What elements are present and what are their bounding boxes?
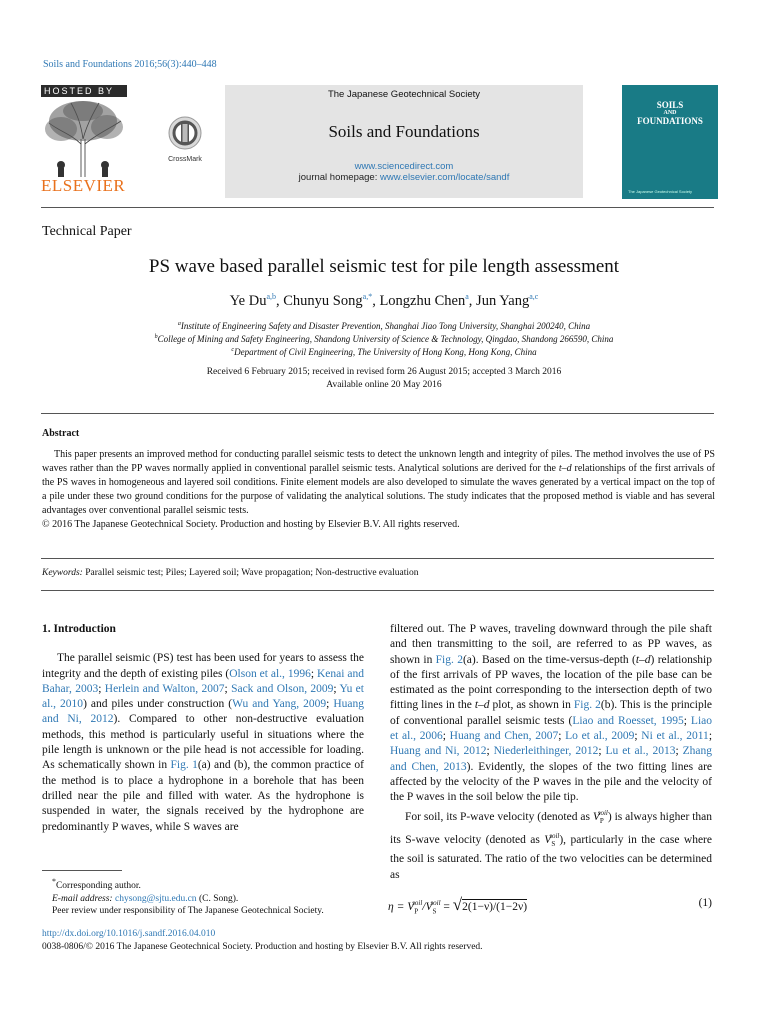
- author-affiliation-marker[interactable]: a: [465, 292, 469, 301]
- journal-banner: [225, 85, 583, 198]
- citation-link[interactable]: Lo et al., 2009: [565, 730, 635, 743]
- citation-link[interactable]: Sack and Olson, 2009: [231, 682, 334, 695]
- received-dates: Received 6 February 2015; received in revised form 26 August 2015; accepted 3 March 2016: [206, 367, 562, 377]
- intro-paragraph-2: For soil, its P-wave velocity (denoted as $V_P^{soil}$) is always higher than its S-wave velocity (denoted as $V_S^{soil}$), particularly in the case where the soil is saturated. The ratio of the two velocities can be determined as: [390, 808, 712, 881]
- cover-title: [622, 101, 718, 126]
- citation-link[interactable]: Niederleithinger, 2012: [493, 745, 599, 758]
- homepage-label: journal homepage:: [298, 172, 378, 183]
- elsevier-wordmark: ELSEVIER: [41, 176, 126, 195]
- keywords-list: Parallel seismic test; Piles; Layered soil; Wave propagation; Non-destructive evaluation: [85, 568, 419, 578]
- rights-statement: 0038-0806/© 2016 The Japanese Geotechnical Society. Production and hosting by Elsevier B.V. All rights reserved.: [42, 942, 483, 952]
- journal-citation[interactable]: Soils and Foundations 2016;56(3):440–448: [43, 59, 217, 70]
- page-footer: [42, 928, 483, 954]
- equation-number: (1): [698, 897, 712, 909]
- affiliation-b: $^b$College of Mining and Safety Engineering, Shandong University of Science & Technology, Qingdao, Shandong 266590, China: [154, 334, 614, 344]
- header-divider: [41, 207, 714, 208]
- citation-link[interactable]: Huang and Ni, 2012: [390, 745, 487, 758]
- citation-link[interactable]: Fig. 2: [573, 699, 601, 712]
- author-affiliation-marker[interactable]: a,*: [362, 292, 373, 301]
- hosted-by-label: HOSTED BY: [41, 85, 127, 97]
- abstract-body: [42, 448, 715, 532]
- keywords: [42, 568, 419, 578]
- intro-paragraph-1-continued: filtered out. The P waves, traveling downward through the pile shaft and then transmitting to the soil, are referred to as PP waves, as shown in Fig. 2(a). Based on the time-versus-depth (t–d) relationship of the first arrivals of PP waves, the location of the pile base can be estimated as the point corresponding to the intersection depth of two fitting lines in the t–d plot, as shown in Fig. 2(b). This is the principle of conventional parallel seismic tests (Liao and Roesset, 1995; Liao et al., 2006; Huang and Chen, 2007; Lo et al., 2009; Ni et al., 2011; Huang and Ni, 2012; Niederleithinger, 2012; Lu et al., 2013; Zhang and Chen, 2013). Evidently, the slopes of the two fitting lines are affected by the velocity of the P waves in the pile and the velocity of the P waves in the soil below the pile tip.: [390, 623, 713, 804]
- intro-paragraph-1: The parallel seismic (PS) test has been used for years to assess the integrity and the depth of existing piles (Olson et al., 1996; Kenai and Bahar, 2003; Herlein and Walton, 2007; Sack and Olson, 2009; Yu et al., 2010) and piles under construction (Wu and Yang, 2009; Huang and Ni, 2012). Compared to other non-destructive evaluation methods, this method is particularly useful in situations where the pile length is unknown or the pile head is not accessible for loading. As schematically shown in Fig. 1(a) and (b), the common practice of the method is to place a hydrophone in a borehole that has been drilled near the pile and filled with water. As the hydrophone is suspended in water, the signals received by the hydrophone are predominantly P waves, while S waves are: [42, 652, 364, 833]
- email-note: E-mail address: chysong@sjtu.edu.cn (C. Song).: [52, 893, 239, 904]
- journal-homepage: [225, 172, 583, 183]
- doi-link[interactable]: http://dx.doi.org/10.1016/j.sandf.2016.04.010: [42, 929, 216, 939]
- abstract-heading: Abstract: [42, 428, 80, 439]
- citation-link[interactable]: Wu and Yang, 2009: [232, 698, 327, 711]
- sciencedirect-link[interactable]: www.sciencedirect.com: [354, 161, 454, 172]
- journal-cover-image: [622, 85, 718, 199]
- crossmark-label: CrossMark: [168, 156, 202, 163]
- society-name: The Japanese Geotechnical Society: [327, 89, 481, 100]
- citation-link[interactable]: Liao and Roesset, 1995: [572, 714, 684, 727]
- email-link[interactable]: chysong@sjtu.edu.cn: [114, 893, 197, 904]
- citation-link[interactable]: Olson et al., 1996: [229, 667, 311, 680]
- article-type: Technical Paper: [42, 224, 132, 239]
- affiliation-a: $^a$Institute of Engineering Safety and Disaster Prevention, Shanghai Jiao Tong University, Shanghai 200240, China: [177, 321, 591, 331]
- author-name: Jun Yang: [476, 292, 530, 309]
- body-column-left: [42, 622, 364, 835]
- cover-footer: The Japanese Geotechnical Society: [628, 189, 693, 194]
- abstract-copyright: © 2016 The Japanese Geotechnical Society. Production and hosting by Elsevier B.V. All rights reserved.: [42, 519, 460, 530]
- cover-title-line-1: SOILS: [656, 100, 684, 110]
- footnotes: [52, 876, 324, 918]
- body-column-right: [390, 622, 712, 883]
- author-list: Ye Du$^{a,b}$, Chunyu Song$^{a,*}$, Longzhu Chen$^a$, Jun Yang$^{a,c}$: [229, 292, 539, 309]
- keywords-top-divider: [41, 558, 714, 559]
- journal-name: Soils and Foundations: [328, 122, 480, 141]
- citation-link[interactable]: Herlein and Walton, 2007: [104, 682, 225, 695]
- equation-body: $\eta = V_P^{soil}/V_S^{soil} = √2(1-\nu)/(1-2\nu)$: [388, 895, 528, 916]
- author-name: Chunyu Song: [283, 292, 363, 309]
- equation-1: [388, 893, 714, 923]
- section-heading-introduction: 1. Introduction: [42, 623, 116, 635]
- available-online-date: Available online 20 May 2016: [326, 380, 442, 390]
- footnote-divider: [42, 870, 122, 871]
- citation-link[interactable]: Zhang and Chen, 2013: [390, 745, 712, 773]
- keywords-label: Keywords:: [42, 568, 83, 578]
- cover-title-and: AND: [663, 110, 677, 116]
- corresponding-author-note: *Corresponding author.: [52, 877, 141, 892]
- author-name: Longzhu Chen: [379, 292, 466, 309]
- elsevier-logo: [41, 85, 127, 200]
- citation-link[interactable]: Fig. 2: [435, 653, 463, 666]
- citation-link[interactable]: Huang and Chen, 2007: [449, 730, 559, 743]
- citation-link[interactable]: Fig. 1: [170, 759, 198, 772]
- citation-link[interactable]: Liao et al., 2006: [390, 714, 712, 743]
- crossmark-badge[interactable]: [163, 116, 207, 163]
- citation-link[interactable]: Kenai and Bahar, 2003: [42, 667, 364, 695]
- author-name: Ye Du: [229, 292, 267, 309]
- citation-link[interactable]: Ni et al., 2011: [641, 730, 709, 743]
- citation-link[interactable]: Yu et al., 2010: [42, 682, 364, 711]
- abstract-top-divider: [41, 413, 714, 414]
- citation-link[interactable]: Huang and Ni, 2012: [42, 698, 364, 726]
- author-affiliation-marker[interactable]: a,c: [529, 292, 539, 301]
- elsevier-tree-icon: [41, 99, 127, 179]
- homepage-link[interactable]: www.elsevier.com/locate/sandf: [379, 172, 510, 183]
- crossmark-icon: [168, 116, 202, 150]
- abstract-text: This paper presents an improved method for conducting parallel seismic tests to detect the unknown length and integrity of piles. The method involves the use of PS waves rather than the PP waves normally applied in conventional parallel seismic tests. Analytical solutions are derived for the t–d relationships of the first arrivals of the PS waves in homogeneous and layered soil conditions. Finite element models are also developed to simulate the waves generated by a vertical impact on the top of a pile under these two ground conditions for the purpose of validating the analytical solutions. The study indicates that the proposed method is viable and has several advantages over conventional parallel seismic tests.: [42, 449, 715, 516]
- affiliation-c: $^c$Department of Civil Engineering, The University of Hong Kong, Hong Kong, China: [231, 347, 537, 357]
- cover-title-line-2: FOUNDATIONS: [637, 116, 703, 126]
- peer-review-note: Peer review under responsibility of The Japanese Geotechnical Society.: [52, 906, 324, 917]
- citation-link[interactable]: Lu et al., 2013: [605, 745, 676, 758]
- article-title: PS wave based parallel seismic test for pile length assessment: [148, 256, 620, 277]
- keywords-bottom-divider: [41, 590, 714, 591]
- author-affiliation-marker[interactable]: a,b: [266, 292, 277, 301]
